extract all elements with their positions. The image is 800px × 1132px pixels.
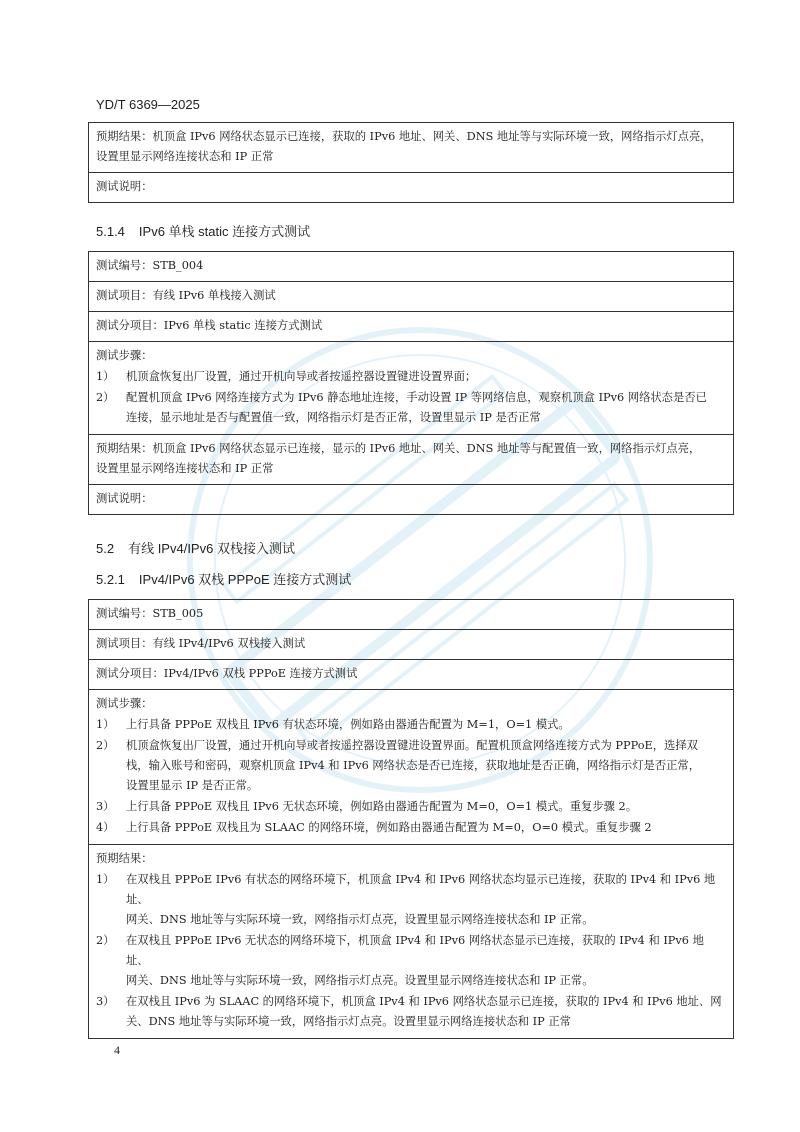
result-label: 预期结果： xyxy=(96,852,153,865)
text-line: 上行具备 PPPoE 双栈且 IPv6 无状态环境，例如路由器通告配置为 M=0，O=1 模式。重复步骤 2。 xyxy=(126,800,637,813)
text-line: 关、DNS 地址等与实际环境一致，网络指示灯点亮。设置里显示网络连接状态和 IP 正常 xyxy=(126,1015,571,1028)
list-item xyxy=(96,715,726,735)
text-line: 测试项目：有线 IPv6 单栈接入测试 xyxy=(96,289,276,302)
text-line: 上行具备 PPPoE 双栈且为 SLAAC 的网络环境，例如路由器通告配置为 M=0，O=0 模式。重复步骤 2 xyxy=(126,821,652,834)
step-index: 2） xyxy=(96,739,115,752)
text-line: 测试分项目：IPv4/IPv6 双栈 PPPoE 连接方式测试 xyxy=(96,667,358,680)
test-table-stb-005 xyxy=(88,599,734,1039)
test-steps-row xyxy=(89,341,733,434)
step-index: 4） xyxy=(96,821,115,834)
section-number: 5.1.4 xyxy=(96,224,125,239)
text-line: 测试项目：有线 IPv4/IPv6 双栈接入测试 xyxy=(96,637,306,650)
test-subitem-row xyxy=(89,311,733,341)
text-line: 栈，输入账号和密码，观察机顶盒 IPv4 和 IPv6 网络状态是否已连接，获取地址是否正确，网络指示灯是否正常， xyxy=(126,759,700,772)
test-note-row xyxy=(89,172,733,202)
section-title: 有线 IPv4/IPv6 双栈接入测试 xyxy=(128,541,295,556)
list-item xyxy=(96,367,726,387)
text-line: 配置机顶盒 IPv6 网络连接方式为 IPv6 静态地址连接，手动设置 IP 等网络信息，观察机顶盒 IPv6 网络状态是否已 xyxy=(126,391,707,404)
expected-result-row xyxy=(89,844,733,1038)
text-line: 设置里显示网络连接状态和 IP 正常 xyxy=(96,462,274,475)
text-line: 在双栈且 PPPoE IPv6 有状态的网络环境下，机顶盒 IPv4 和 IPv6 网络状态均显示已连接，获取的 IPv4 和 IPv6 地址、 xyxy=(126,873,716,906)
page-number: 4 xyxy=(114,1043,120,1057)
section-heading-5-1-4 xyxy=(96,221,310,240)
step-index: 3） xyxy=(96,800,115,813)
test-item-row xyxy=(89,281,733,311)
section-title: IPv4/IPv6 双栈 PPPoE 连接方式测试 xyxy=(138,572,352,587)
list-item xyxy=(96,736,726,796)
text-line: 测试说明： xyxy=(96,492,153,505)
test-note-row xyxy=(89,484,733,514)
list-item xyxy=(96,992,726,1032)
step-index: 2） xyxy=(96,391,115,404)
step-index: 1） xyxy=(96,370,115,383)
steps-label: 测试步骤： xyxy=(96,349,153,362)
test-id-row xyxy=(89,252,733,281)
expected-result-row xyxy=(89,123,733,172)
test-table-stb-004 xyxy=(88,251,734,515)
text-line: 在双栈且 IPv6 为 SLAAC 的网络环境下，机顶盒 IPv4 和 IPv6 网络状态显示已连接，获取的 IPv4 和 IPv6 地址、网 xyxy=(126,995,722,1008)
result-index: 3） xyxy=(96,995,115,1008)
test-id-row xyxy=(89,600,733,629)
section-title: IPv6 单栈 static 连接方式测试 xyxy=(138,224,311,239)
text-line: 测试分项目：IPv6 单栈 static 连接方式测试 xyxy=(96,319,323,332)
text-line: 机顶盒恢复出厂设置，通过开机向导或者按遥控器设置键进设置界面； xyxy=(126,370,477,383)
result-index: 2） xyxy=(96,934,115,947)
text-line: 上行具备 PPPoE 双栈且 IPv6 有状态环境，例如路由器通告配置为 M=1，O=1 模式。 xyxy=(126,718,570,731)
step-index: 1） xyxy=(96,718,115,731)
test-table-continued xyxy=(88,122,734,203)
text-line: 预期结果：机顶盒 IPv6 网络状态显示已连接，获取的 IPv6 地址、网关、DNS 地址等与实际环境一致，网络指示灯点亮， xyxy=(96,130,712,143)
text-line: 网关、DNS 地址等与实际环境一致，网络指示灯点亮。设置里显示网络连接状态和 IP 正常。 xyxy=(126,974,594,987)
text-line: 预期结果：机顶盒 IPv6 网络状态显示已连接，显示的 IPv6 地址、网关、DNS 地址等与配置值一致，网络指示灯点亮， xyxy=(96,442,701,455)
section-number: 5.2 xyxy=(96,541,115,556)
test-subitem-row xyxy=(89,659,733,689)
text-line: 设置里显示 IP 是否正常。 xyxy=(126,779,259,792)
result-index: 1） xyxy=(96,873,115,886)
list-item xyxy=(96,870,726,930)
test-steps-row xyxy=(89,689,733,844)
standard-code-header: YD/T 6369—2025 xyxy=(96,97,200,112)
text-line: 网关、DNS 地址等与实际环境一致，网络指示灯点亮，设置里显示网络连接状态和 IP 正常。 xyxy=(126,913,594,926)
expected-result-row xyxy=(89,434,733,484)
text-line: 设置里显示网络连接状态和 IP 正常 xyxy=(96,150,274,163)
list-item xyxy=(96,818,726,838)
list-item xyxy=(96,931,726,991)
test-item-row xyxy=(89,629,733,659)
section-heading-5-2-1 xyxy=(96,569,351,588)
text-line: 测试编号：STB_004 xyxy=(96,259,204,272)
list-item xyxy=(96,797,726,817)
text-line: 机顶盒恢复出厂设置，通过开机向导或者按遥控器设置键进设置界面。配置机顶盒网络连接方式为 PPPoE，选择双 xyxy=(126,739,698,752)
section-number: 5.2.1 xyxy=(96,572,125,587)
list-item xyxy=(96,388,726,428)
section-heading-5-2 xyxy=(96,538,295,557)
text-line: 在双栈且 PPPoE IPv6 无状态的网络环境下，机顶盒 IPv4 和 IPv6 网络状态显示已连接，获取的 IPv4 和 IPv6 地址、 xyxy=(126,934,704,967)
text-line: 测试编号：STB_005 xyxy=(96,607,204,620)
text-line: 连接，显示地址是否与配置值一致，网络指示灯是否正常，设置里显示 IP 是否正常 xyxy=(126,411,541,424)
steps-label: 测试步骤： xyxy=(96,697,153,710)
text-line: 测试说明： xyxy=(96,180,153,193)
